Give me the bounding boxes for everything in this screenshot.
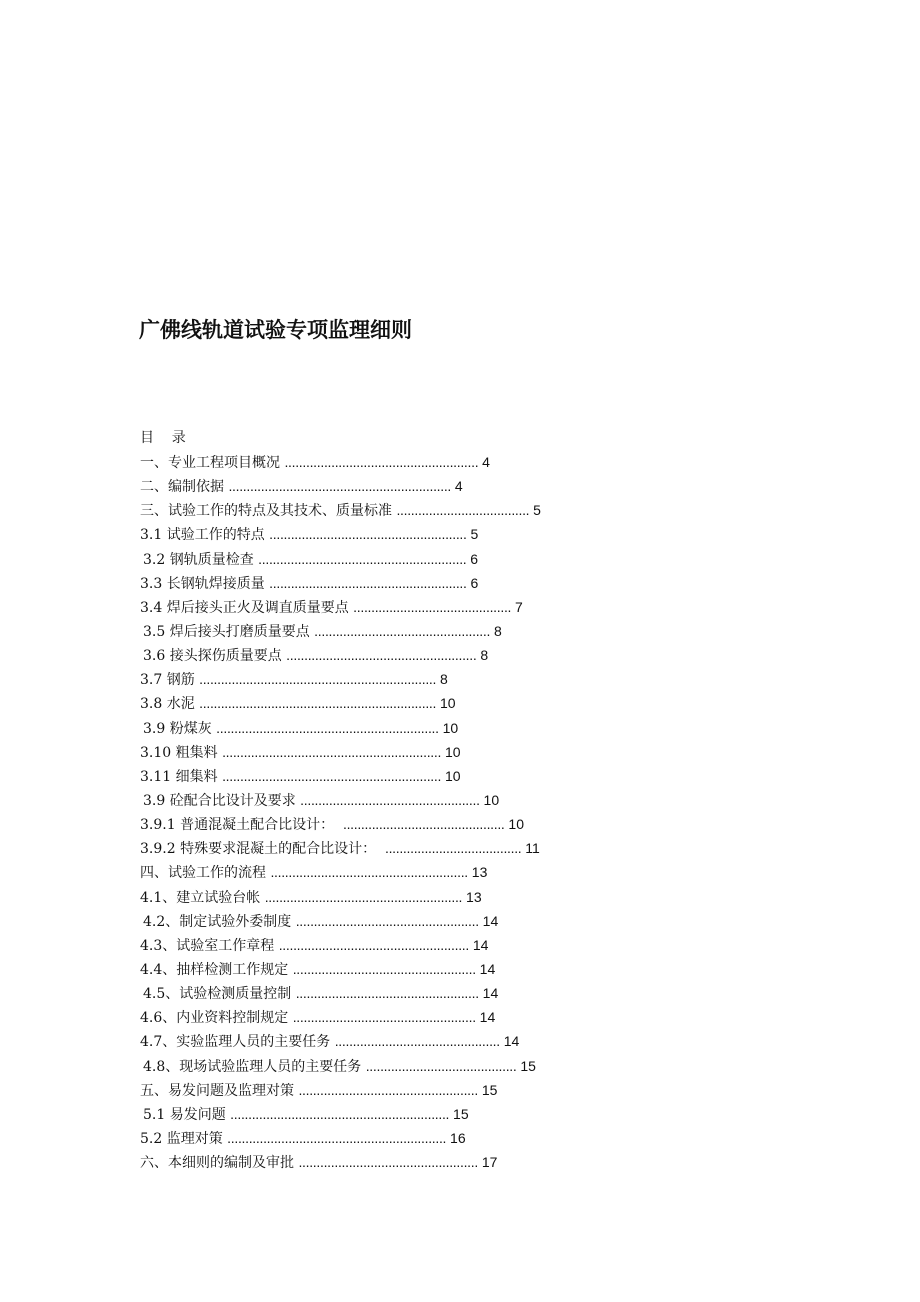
toc-entry-page-number: 14 (499, 1033, 520, 1050)
toc-entry-page-number: 16 (446, 1129, 466, 1146)
toc-entry-page-number: 14 (475, 1009, 496, 1026)
toc-entry-label: 4.3、试验室工作章程 (140, 937, 279, 954)
toc-entry[interactable] (140, 619, 900, 643)
toc-entry[interactable] (140, 933, 900, 957)
toc-entry[interactable] (140, 1054, 900, 1078)
toc-entry-page-number: 10 (441, 743, 461, 760)
toc-entry[interactable] (140, 450, 900, 474)
toc-entry-leader-dots: ................................................... (292, 960, 476, 977)
toc-entry[interactable] (140, 860, 900, 884)
toc-entry-leader-dots: ............................................................. (222, 767, 442, 784)
toc-entry-leader-dots: .......................................... (365, 1057, 517, 1074)
toc-entry-label: 4.7、实验监理人员的主要任务 (140, 1034, 335, 1051)
toc-entry-label: 3.9 粉煤灰 (143, 720, 217, 737)
toc-entry-page-number: 15 (449, 1105, 469, 1122)
toc-entry-leader-dots: ..................................................... (278, 936, 469, 953)
toc-entry-label: 4.4、抽样检测工作规定 (140, 961, 293, 978)
toc-entry-leader-dots: ....................................................... (269, 574, 467, 591)
toc-entry-page-number: 14 (475, 960, 496, 977)
toc-entry-page-number: 14 (478, 985, 499, 1002)
toc-entry[interactable] (140, 764, 900, 788)
toc-entry-page-number: 8 (490, 622, 502, 639)
toc-entry-page-number: 10 (441, 767, 461, 784)
toc-entry-label: 一、专业工程项目概况 (140, 455, 285, 471)
toc-entry[interactable] (140, 1005, 900, 1029)
toc-entry-label: 3.11 细集料 (140, 768, 223, 785)
toc-entry[interactable] (140, 1102, 900, 1126)
toc-entry[interactable] (140, 909, 900, 933)
toc-entries (140, 450, 900, 1174)
toc-entry-label: 3.3 长钢轨焊接质量 (140, 575, 270, 592)
toc-entry-page-number: 10 (436, 695, 456, 712)
toc-entry-page-number: 6 (466, 550, 479, 567)
toc-entry[interactable] (140, 522, 900, 546)
toc-entry-label: 3.9.1 普通混凝土配合比设计： (140, 817, 343, 834)
toc-entry[interactable] (140, 691, 900, 715)
toc-entry-label: 4.6、内业资料控制规定 (140, 1010, 293, 1027)
toc-entry-page-number: 14 (478, 912, 499, 929)
toc-entry-leader-dots: ............................................ (353, 598, 512, 615)
toc-entry-leader-dots: ................................................... (295, 912, 479, 929)
toc-entry-leader-dots: ..................................................... (286, 647, 477, 664)
toc-entry-page-number: 17 (477, 1154, 498, 1171)
toc-entry-leader-dots: .................................................................. (199, 671, 437, 688)
toc-entry-label: 5.2 监理对策 (140, 1130, 228, 1147)
toc-entry-leader-dots: ............................................................. (222, 743, 442, 760)
toc-entry-page-number: 5 (466, 526, 479, 543)
toc-entry-label: 3.4 焊后接头正火及调直质量要点 (140, 599, 354, 616)
toc-entry-leader-dots: .................................................. (300, 791, 480, 808)
toc-entry-leader-dots: .................................................. (298, 1081, 478, 1098)
toc-entry-leader-dots: ...................................... (384, 840, 522, 857)
toc-entry-label: 4.2、制定试验外委制度 (143, 913, 296, 930)
toc-entry-page-number: 10 (438, 719, 459, 736)
toc-entry-page-number: 6 (466, 574, 479, 591)
toc-entry-label: 五、易发问题及监理对策 (140, 1082, 299, 1099)
toc-entry-leader-dots: ....................................................... (269, 526, 467, 543)
toc-entry-page-number: 10 (479, 791, 500, 808)
toc-entry[interactable] (140, 498, 900, 522)
toc-entry-leader-dots: ................................................... (292, 1009, 476, 1026)
toc-entry-leader-dots: .......................................................... (258, 550, 467, 567)
toc-entry-leader-dots: ............................................. (342, 816, 505, 833)
toc-entry-label: 3.1 试验工作的特点 (140, 527, 270, 544)
toc-entry-leader-dots: .................................................. (298, 1154, 478, 1171)
toc-entry-label: 5.1 易发问题 (143, 1106, 231, 1123)
toc-entry-page-number: 13 (462, 888, 482, 905)
toc-entry-page-number: 8 (436, 671, 448, 688)
toc-entry[interactable] (140, 595, 900, 619)
toc-entry-leader-dots: .............................................. (334, 1033, 500, 1050)
toc-entry-page-number: 14 (468, 936, 489, 953)
toc-entry[interactable] (140, 643, 900, 667)
toc-entry-label: 4.8、现场试验监理人员的主要任务 (143, 1058, 366, 1075)
toc-entry[interactable] (140, 1126, 900, 1150)
toc-entry-page-number: 10 (504, 816, 524, 833)
toc-entry-leader-dots: ....................................................... (270, 864, 468, 881)
toc-entry[interactable] (140, 1078, 900, 1102)
toc-entry-label: 三、试验工作的特点及其技术、质量标准 (140, 503, 397, 520)
toc-entry[interactable] (140, 788, 900, 812)
toc-entry[interactable] (140, 812, 900, 836)
toc-entry[interactable] (140, 885, 900, 909)
toc-entry-label: 3.10 粗集料 (140, 744, 223, 761)
toc-entry-page-number: 4 (451, 478, 463, 495)
toc-entry[interactable] (140, 667, 900, 691)
toc-entry-page-number: 13 (467, 864, 488, 881)
toc-entry-page-number: 8 (476, 647, 489, 664)
toc-entry-leader-dots: ............................................................. (230, 1105, 450, 1122)
toc-entry-label: 3.7 钢筋 (140, 672, 200, 689)
toc-entry[interactable] (140, 571, 900, 595)
toc-entry-leader-dots: .............................................................. (216, 719, 439, 736)
toc-entry[interactable] (140, 716, 900, 740)
toc-entry-leader-dots: ...................................................... (284, 454, 479, 470)
toc-entry-leader-dots: ................................................... (295, 985, 479, 1002)
toc-entry-label: 3.2 钢轨质量检查 (143, 551, 259, 568)
toc-entry-label: 二、编制依据 (140, 479, 229, 496)
toc-entry-label: 3.8 水泥 (140, 696, 200, 713)
toc-entry-label: 3.6 接头探伤质量要点 (143, 648, 287, 665)
toc-entry-leader-dots: ..................................... (396, 502, 530, 519)
toc-entry[interactable] (140, 981, 900, 1005)
toc-entry[interactable] (140, 547, 900, 571)
toc-entry-label: 3.9.2 特殊要求混凝土的配合比设计： (140, 841, 385, 858)
toc-entry-label: 4.5、试验检测质量控制 (143, 986, 296, 1003)
toc-entry-label: 六、本细则的编制及审批 (140, 1155, 299, 1172)
toc-entry-leader-dots: ............................................................. (227, 1129, 447, 1146)
toc-entry-page-number: 15 (477, 1081, 498, 1098)
toc-entry-leader-dots: .............................................................. (228, 478, 452, 495)
toc-entry-label: 3.9 砼配合比设计及要求 (143, 792, 301, 809)
toc-entry-page-number: 7 (511, 598, 523, 615)
toc-entry[interactable] (140, 836, 900, 860)
toc-heading: 目 录 (140, 430, 186, 446)
toc-entry[interactable] (140, 1150, 900, 1174)
toc-entry-page-number: 4 (478, 454, 490, 470)
toc-entry-label: 3.5 焊后接头打磨质量要点 (143, 623, 315, 640)
toc-entry[interactable] (140, 957, 900, 981)
toc-entry-label: 四、试验工作的流程 (140, 865, 271, 882)
toc-entry[interactable] (140, 1029, 900, 1053)
toc-entry[interactable] (140, 740, 900, 764)
toc-entry-leader-dots: .................................................................. (199, 695, 437, 712)
toc-entry-page-number: 11 (521, 840, 540, 857)
toc-entry-label: 4.1、建立试验台帐 (140, 889, 265, 906)
toc-entry-page-number: 5 (529, 502, 541, 519)
table-of-contents (140, 426, 900, 1174)
toc-entry-page-number: 15 (516, 1057, 536, 1074)
toc-entry-leader-dots: ....................................................... (264, 888, 463, 905)
toc-entry-leader-dots: ................................................. (314, 622, 491, 639)
document-title: 广佛线轨道试验专项监理细则 (139, 318, 412, 342)
toc-entry[interactable] (140, 474, 900, 498)
